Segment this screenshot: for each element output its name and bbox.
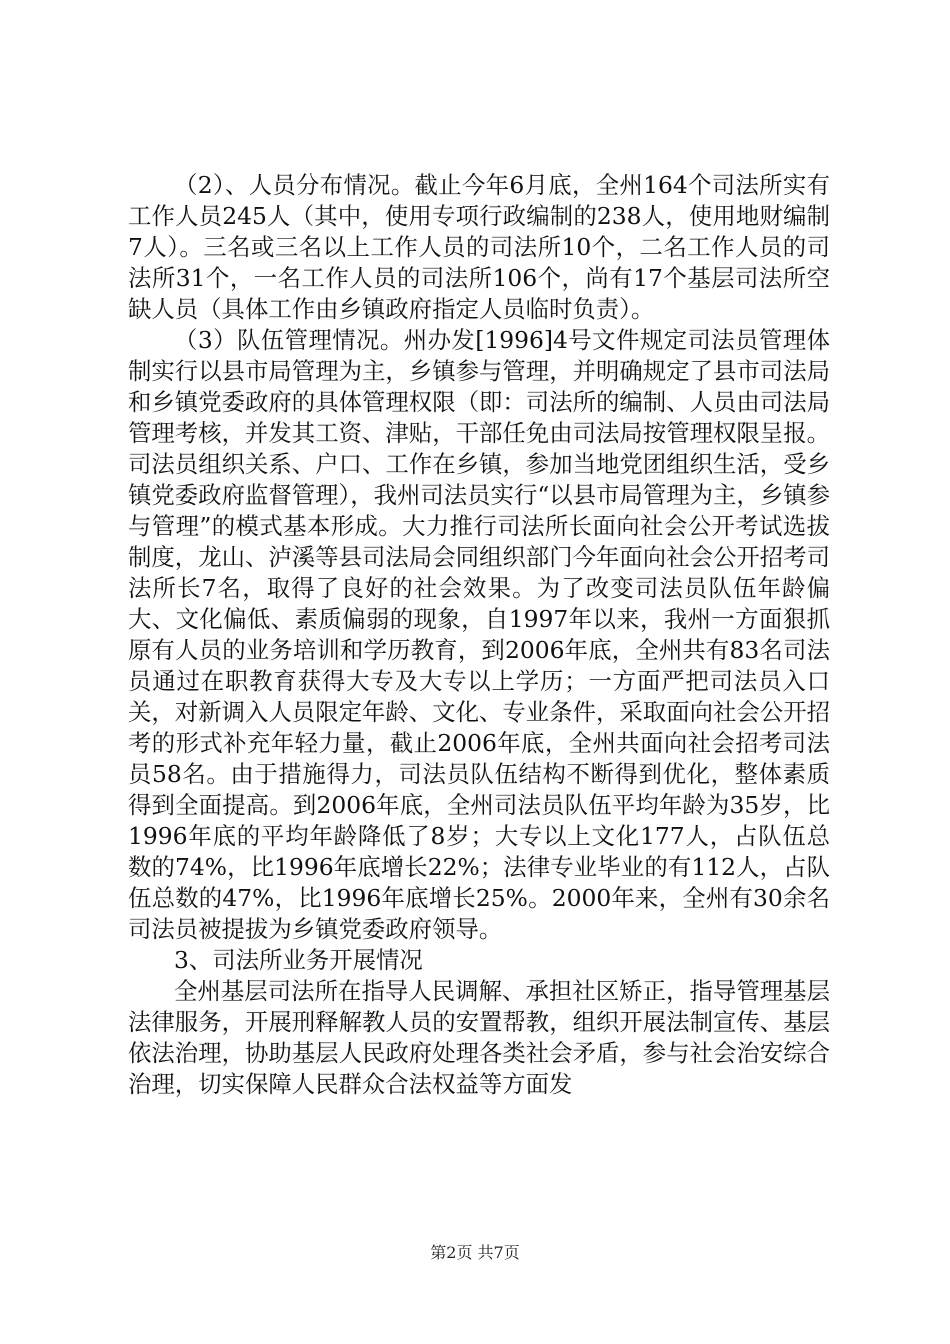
- paragraph-staff-distribution: （2）、人员分布情况。截止今年6月底，全州164个司法所实有工作人员245人（其中，使用专项行政编制的238人，使用地财编制7人）。三名或三名以上工作人员的司法所10个，二名工作人员的司法所31个，一名工作人员的司法所106个，尚有17个基层司法所空缺人员（具体工作由乡镇政府指定人员临时负责）。: [128, 171, 830, 323]
- paragraph-business-overview: 全州基层司法所在指导人民调解、承担社区矫正，指导管理基层法律服务，开展刑释解教人员的安置帮教，组织开展法制宣传、基层依法治理，协助基层人民政府处理各类社会矛盾，参与社会治安综合治理，切实保障人民群众合法权益等方面发: [128, 977, 830, 1098]
- section-heading-business: 3、司法所业务开展情况: [174, 946, 423, 974]
- document-body: [128, 170, 830, 1100]
- page-footer: 第2页 共7页: [430, 1243, 520, 1262]
- paragraph-team-management: （3）队伍管理情况。州办发[1996]4号文件规定司法员管理体制实行以县市局管理为主，乡镇参与管理，并明确规定了县市司法局和乡镇党委政府的具体管理权限（即：司法所的编制、人员由司法局管理考核，并发其工资、津贴，干部任免由司法局按管理权限呈报。司法员组织关系、户口、工作在乡镇，参加当地党团组织生活，受乡镇党委政府监督管理），我州司法员实行“以县市局管理为主，乡镇参与管理”的模式基本形成。大力推行司法所长面向社会公开考试选拔制度，龙山、泸溪等县司法局会同组织部门今年面向社会公开招考司法所长7名，取得了良好的社会效果。为了改变司法员队伍年龄偏大、文化偏低、素质偏弱的现象，自1997年以来，我州一方面狠抓原有人员的业务培训和学历教育，到2006年底，全州共有83名司法员通过在职教育获得大专及大专以上学历；一方面严把司法员入口关，对新调入人员限定年龄、文化、专业条件，采取面向社会公开招考的形式补充年轻力量，截止2006年底，全州共面向社会招考司法员58名。由于措施得力，司法员队伍结构不断得到优化，整体素质得到全面提高。到2006年底，全州司法员队伍平均年龄为35岁，比1996年底的平均年龄降低了8岁；大专以上文化177人，占队伍总数的74%，比1996年底增长22%；法律专业毕业的有112人，占队伍总数的47%，比1996年底增长25%。2000年来，全州有30余名司法员被提拔为乡镇党委政府领导。: [128, 326, 830, 943]
